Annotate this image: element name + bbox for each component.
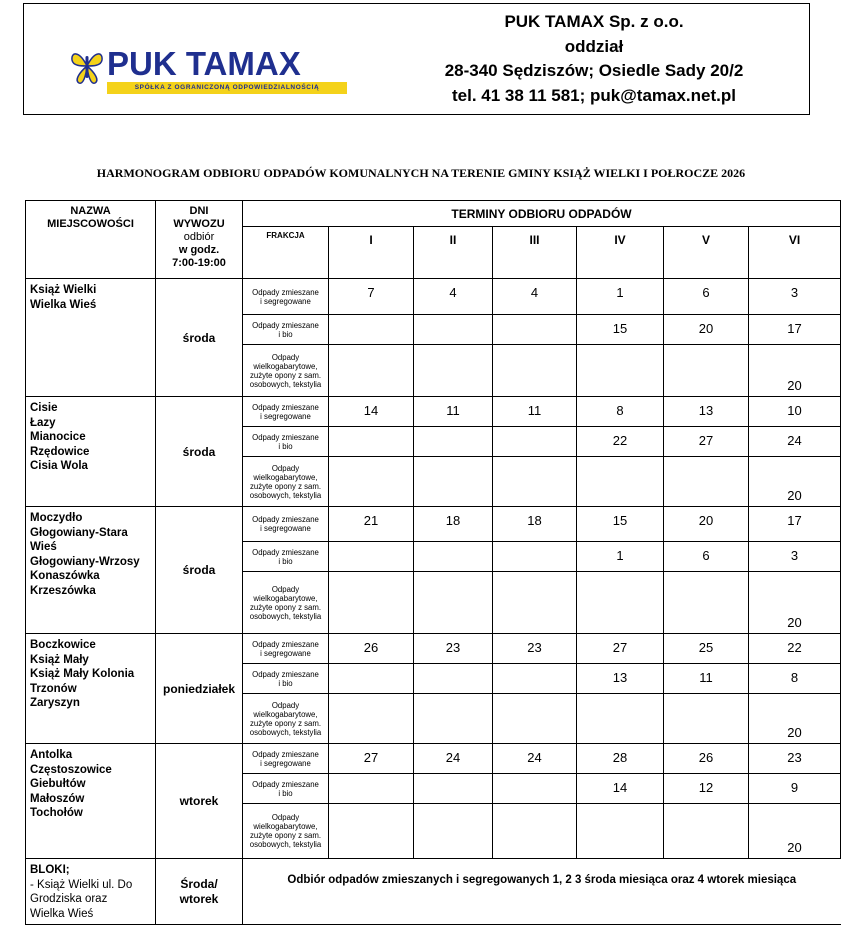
pickup-date-cell [664, 457, 749, 507]
blocks-collection-day [156, 859, 243, 925]
pickup-date-cell: 1 [577, 279, 664, 315]
waste-fraction-line: Odpady [271, 813, 300, 822]
pickup-date-cell: 15 [577, 315, 664, 345]
company-address: 28-340 Sędziszów; Osiedle Sady 20/2 [444, 61, 744, 80]
pickup-date-cell: 20 [664, 315, 749, 345]
pickup-date-cell [577, 345, 664, 397]
waste-fraction [243, 345, 329, 397]
pickup-date-cell [664, 804, 749, 859]
location-name: Łazy [30, 416, 56, 429]
waste-fraction-line: Odpady [271, 584, 300, 594]
collection-day: wtorek [156, 744, 243, 859]
pickup-date-cell [664, 345, 749, 397]
waste-fraction-line: Odpady zmieszane [252, 320, 319, 330]
company-contact: tel. 41 38 11 581; puk@tamax.net.pl [452, 85, 736, 105]
blocks-location [26, 859, 156, 925]
collection-day: poniedziałek [156, 634, 243, 744]
pickup-date-cell: 11 [664, 664, 749, 694]
waste-fraction-line: osobowych, tekstylia [249, 840, 322, 849]
pickup-date-cell [414, 427, 493, 457]
pickup-date-cell [577, 804, 664, 859]
waste-fraction-line: Odpady zmieszane [252, 669, 319, 679]
waste-fraction-line: Odpady zmieszane [252, 547, 319, 557]
pickup-date-cell: 14 [329, 397, 414, 427]
waste-fraction-line: zużyte opony z sam. [249, 370, 322, 380]
waste-fraction-line: zużyte opony z sam. [249, 718, 322, 728]
header-location-name: NAZWA MIEJSCOWOŚCI [26, 201, 156, 279]
pickup-date-cell: 18 [414, 507, 493, 542]
pickup-date-cell: 4 [493, 279, 577, 315]
waste-fraction-line: i segregowane [260, 411, 311, 421]
waste-fraction-line: Odpady zmieszane [252, 749, 319, 759]
waste-fraction-line: wielkogabarytowe, [253, 822, 318, 831]
waste-fraction [243, 774, 329, 804]
waste-fraction-line: wielkogabarytowe, [253, 361, 318, 371]
pickup-date-cell [329, 694, 414, 744]
waste-fraction-line: i bio [278, 441, 293, 451]
waste-fraction-line: wielkogabarytowe, [253, 472, 318, 482]
pickup-date-cell [493, 345, 577, 397]
waste-fraction-line: i segregowane [260, 648, 311, 658]
table-row [26, 279, 841, 315]
pickup-date-cell [493, 664, 577, 694]
pickup-date-cell [577, 694, 664, 744]
pickup-date-cell [577, 572, 664, 634]
pickup-date-cell [414, 542, 493, 572]
pickup-date-cell: 24 [414, 744, 493, 774]
pickup-date-cell: 13 [577, 664, 664, 694]
pickup-date-cell [329, 315, 414, 345]
company-name: PUK TAMAX Sp. z o.o. [504, 12, 684, 31]
pickup-date-cell: 13 [664, 397, 749, 427]
waste-fraction-line: Odpady zmieszane [252, 287, 319, 297]
pickup-date-cell: 20 [749, 694, 841, 744]
table-row [26, 744, 841, 774]
location-name: Głogowiany-Wrzosy [30, 555, 140, 568]
pickup-date-cell: 17 [749, 507, 841, 542]
pickup-date-cell [329, 664, 414, 694]
pickup-date-cell: 1 [577, 542, 664, 572]
pickup-date-cell: 10 [749, 397, 841, 427]
pickup-date-cell: 3 [749, 279, 841, 315]
pickup-date-cell: 9 [749, 774, 841, 804]
butterfly-logo-icon [69, 46, 105, 86]
pickup-date-cell: 26 [664, 744, 749, 774]
pickup-date-cell: 15 [577, 507, 664, 542]
waste-fraction [243, 694, 329, 744]
location-names [26, 634, 156, 744]
waste-fraction-line: Odpady zmieszane [252, 639, 319, 649]
pickup-date-cell: 4 [414, 279, 493, 315]
waste-fraction [243, 664, 329, 694]
pickup-date-cell [414, 664, 493, 694]
waste-fraction [243, 804, 329, 859]
waste-fraction-line: osobowych, tekstylia [249, 379, 322, 389]
waste-fraction-line: Odpady [271, 352, 300, 362]
pickup-date-cell [577, 457, 664, 507]
location-name: Wieś [30, 541, 57, 553]
waste-fraction-line: wielkogabarytowe, [253, 709, 318, 719]
pickup-date-cell: 18 [493, 507, 577, 542]
header-box [23, 3, 810, 115]
pickup-date-cell: 24 [493, 744, 577, 774]
pickup-date-cell: 20 [749, 345, 841, 397]
waste-fraction [243, 507, 329, 542]
waste-fraction-line: Odpady zmieszane [252, 432, 319, 442]
location-name: Cisie [30, 402, 58, 414]
waste-fraction [243, 457, 329, 507]
table-row [26, 634, 841, 664]
waste-fraction-line: Odpady zmieszane [252, 402, 319, 412]
logo-subtitle: SPÓŁKA Z OGRANICZONĄ ODPOWIEDZIALNOŚCIĄ [107, 82, 347, 94]
location-name: Rzędowice [30, 445, 90, 458]
pickup-date-cell: 24 [749, 427, 841, 457]
blocks-day-line: Środa/ [180, 876, 218, 891]
waste-fraction [243, 572, 329, 634]
company-branch: oddział [564, 36, 624, 56]
location-names [26, 744, 156, 859]
waste-fraction-line: Odpady zmieszane [252, 779, 319, 789]
pickup-date-cell [414, 572, 493, 634]
logo-wordmark: PUK TAMAX [107, 45, 301, 82]
pickup-date-cell [329, 345, 414, 397]
waste-fraction-line: Odpady zmieszane [252, 515, 319, 524]
waste-fraction-line: i bio [278, 678, 293, 688]
table-row [26, 397, 841, 427]
location-name: Moczydło [30, 512, 83, 524]
waste-fraction-line: wielkogabarytowe, [253, 593, 318, 603]
header-month-2: II [414, 227, 493, 279]
location-name: Boczkowice [30, 639, 96, 651]
pickup-date-cell: 23 [749, 744, 841, 774]
pickup-date-cell [329, 457, 414, 507]
pickup-date-cell: 27 [329, 744, 414, 774]
collection-day: środa [156, 507, 243, 634]
waste-fraction [243, 397, 329, 427]
header-pickup-dates: TERMINY ODBIORU ODPADÓW [243, 201, 841, 227]
waste-fraction [243, 634, 329, 664]
pickup-date-cell [414, 804, 493, 859]
waste-fraction-line: i bio [278, 788, 293, 798]
document-title: HARMONOGRAM ODBIORU ODPADÓW KOMUNALNYCH NA TERENIE GMINY KSIĄŻ WIELKI I POŁROCZE 2026 [96, 166, 746, 180]
pickup-date-cell [414, 694, 493, 744]
pickup-date-cell: 25 [664, 634, 749, 664]
waste-fraction [243, 315, 329, 345]
pickup-date-cell [414, 457, 493, 507]
blocks-label: BLOKI; [30, 864, 70, 876]
location-name: Cisia Wola [30, 460, 88, 472]
location-names [26, 397, 156, 507]
pickup-date-cell: 17 [749, 315, 841, 345]
pickup-date-cell [493, 427, 577, 457]
location-name: Częstoszowice [30, 763, 112, 776]
blocks-note: Odbiór odpadów zmieszanych i segregowanych 1, 2 3 środa miesiąca oraz 4 wtorek miesiąca [243, 859, 841, 925]
pickup-date-cell: 23 [414, 634, 493, 664]
pickup-date-cell: 6 [664, 279, 749, 315]
pickup-date-cell: 26 [329, 634, 414, 664]
waste-fraction-line: i bio [278, 556, 293, 566]
waste-fraction-line: i segregowane [260, 296, 311, 306]
location-name: Mianocice [30, 431, 86, 443]
pickup-date-cell [664, 572, 749, 634]
waste-fraction-line: Odpady [271, 463, 300, 473]
location-name: Tochołów [30, 807, 83, 819]
blocks-row [26, 859, 841, 925]
pickup-date-cell [493, 457, 577, 507]
waste-fraction-line: i segregowane [260, 524, 311, 533]
pickup-date-cell: 28 [577, 744, 664, 774]
waste-fraction [243, 744, 329, 774]
pickup-date-cell [329, 572, 414, 634]
pickup-date-cell [493, 572, 577, 634]
location-name: Książ Mały [30, 653, 89, 666]
blocks-day-line: wtorek [179, 891, 219, 906]
location-name: Trzonów [30, 682, 77, 695]
pickup-date-cell [414, 315, 493, 345]
waste-fraction-line: zużyte opony z sam. [249, 481, 322, 491]
pickup-date-cell [329, 427, 414, 457]
location-names [26, 507, 156, 634]
waste-fraction-line: zużyte opony z sam. [249, 831, 322, 840]
waste-fraction [243, 427, 329, 457]
location-name: Głogowiany-Stara [30, 526, 128, 539]
location-name: Książ Wielki [30, 284, 97, 296]
blocks-location-line: Wielka Wieś [30, 907, 94, 920]
pickup-date-cell [664, 694, 749, 744]
waste-fraction [243, 542, 329, 572]
header-collection-days: DNI WYWOZU odbiór w godz. 7:00-19:00 [156, 201, 243, 279]
pickup-date-cell [329, 774, 414, 804]
location-name: Giebułtów [30, 778, 86, 790]
pickup-date-cell: 6 [664, 542, 749, 572]
waste-fraction-line: osobowych, tekstylia [249, 611, 322, 621]
pickup-date-cell [414, 345, 493, 397]
waste-fraction [243, 279, 329, 315]
header-month-3: III [493, 227, 577, 279]
location-name: Książ Mały Kolonia [30, 668, 135, 680]
location-name: Zaryszyn [30, 697, 80, 709]
pickup-date-cell: 22 [577, 427, 664, 457]
header-month-5: V [664, 227, 749, 279]
header-month-4: IV [577, 227, 664, 279]
waste-fraction-line: osobowych, tekstylia [249, 490, 322, 500]
company-info [394, 10, 794, 108]
pickup-date-cell: 11 [493, 397, 577, 427]
pickup-date-cell: 27 [664, 427, 749, 457]
pickup-date-cell [414, 774, 493, 804]
pickup-date-cell [493, 694, 577, 744]
waste-fraction-line: zużyte opony z sam. [249, 602, 322, 612]
waste-fraction-line: osobowych, tekstylia [249, 727, 322, 737]
location-name: Antolka [30, 749, 73, 761]
company-logo [69, 44, 359, 100]
pickup-date-cell [329, 542, 414, 572]
pickup-date-cell [493, 774, 577, 804]
pickup-date-cell: 20 [664, 507, 749, 542]
location-name: Wielka Wieś [30, 298, 97, 311]
pickup-date-cell: 20 [749, 572, 841, 634]
waste-fraction-line: Odpady [271, 700, 300, 710]
collection-day: środa [156, 279, 243, 397]
pickup-date-cell [329, 804, 414, 859]
pickup-date-cell: 20 [749, 804, 841, 859]
header-month-1: I [329, 227, 414, 279]
pickup-date-cell: 14 [577, 774, 664, 804]
table-row [26, 507, 841, 542]
schedule-table [25, 200, 841, 925]
pickup-date-cell: 22 [749, 634, 841, 664]
pickup-date-cell: 8 [577, 397, 664, 427]
pickup-date-cell: 27 [577, 634, 664, 664]
location-names [26, 279, 156, 397]
pickup-date-cell: 11 [414, 397, 493, 427]
collection-day: środa [156, 397, 243, 507]
pickup-date-cell: 7 [329, 279, 414, 315]
location-name: Małoszów [30, 792, 85, 805]
pickup-date-cell [493, 804, 577, 859]
header-month-6: VI [749, 227, 841, 279]
header-fraction: FRAKCJA [243, 227, 329, 279]
pickup-date-cell: 20 [749, 457, 841, 507]
location-name: Krzeszówka [30, 584, 96, 597]
pickup-date-cell: 3 [749, 542, 841, 572]
pickup-date-cell: 23 [493, 634, 577, 664]
pickup-date-cell [493, 542, 577, 572]
pickup-date-cell: 8 [749, 664, 841, 694]
waste-fraction-line: i segregowane [260, 758, 311, 768]
waste-fraction-line: i bio [278, 329, 293, 339]
blocks-location-line: - Książ Wielki ul. Do [30, 878, 133, 891]
pickup-date-cell: 21 [329, 507, 414, 542]
location-name: Konaszówka [30, 570, 100, 582]
pickup-date-cell [493, 315, 577, 345]
pickup-date-cell: 12 [664, 774, 749, 804]
blocks-location-line: Grodziska oraz [30, 893, 108, 905]
